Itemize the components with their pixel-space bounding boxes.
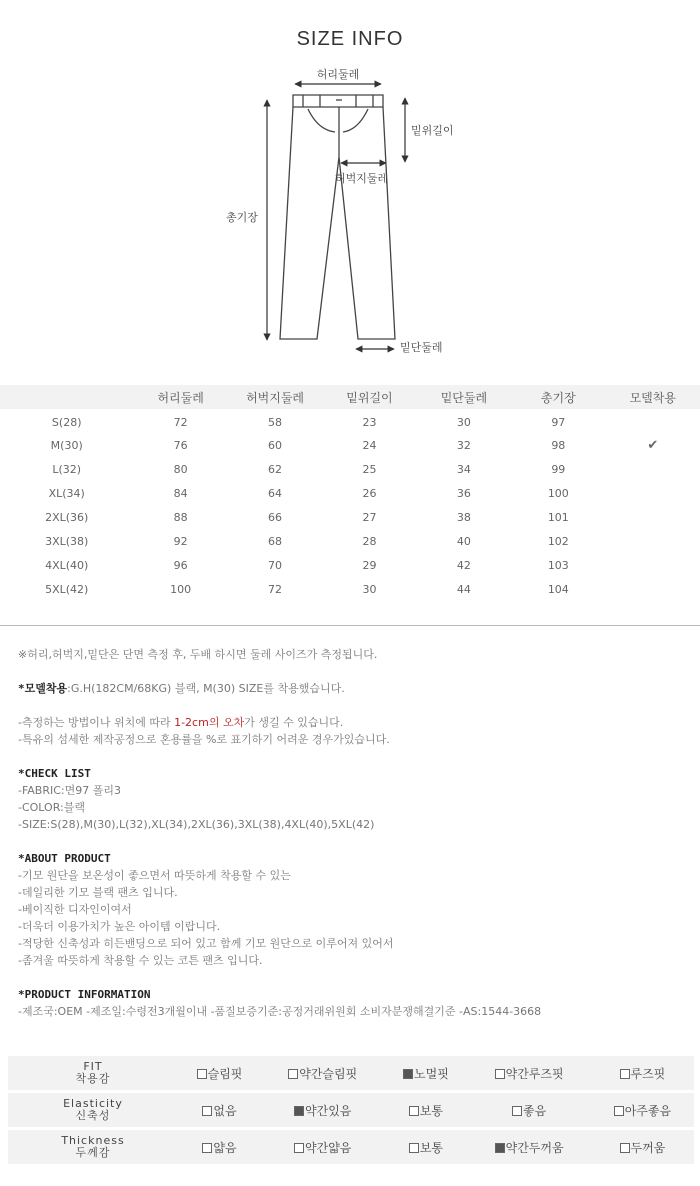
elasticity-row: [8, 1093, 694, 1127]
fit-option: [178, 1056, 261, 1090]
elasticity-label-ko: 신축성: [75, 1109, 111, 1122]
thickness-option: [384, 1130, 467, 1164]
thigh-cell: 70: [268, 558, 283, 572]
fit-option: [467, 1056, 590, 1090]
length-cell: 104: [547, 582, 569, 596]
hem-cell: 36: [456, 486, 471, 500]
rise-cell: 29: [362, 558, 377, 572]
rise-cell: 23: [362, 416, 377, 429]
elasticity-option: [178, 1093, 261, 1127]
fit-option: [384, 1056, 467, 1090]
fit-label-ko: 착용감: [75, 1072, 111, 1085]
checkbox-icon: [202, 1143, 212, 1153]
fit-table: [8, 1053, 694, 1167]
header-rise: 밑위길이: [346, 390, 393, 405]
elasticity-option-label: 좋음: [523, 1103, 547, 1118]
model-cell: [606, 529, 700, 553]
hem-cell: 40: [456, 534, 471, 548]
table-row: [0, 577, 700, 601]
table-row: [0, 409, 700, 433]
model-cell: [606, 553, 700, 577]
fit-row-header: [8, 1056, 178, 1090]
thickness-option-label: 두꺼움: [630, 1140, 666, 1155]
error-note-highlight: 1-2cm의 오차: [174, 716, 245, 729]
fit-label-en: FIT: [83, 1060, 103, 1073]
page-title: SIZE INFO: [296, 28, 404, 50]
hem-cell: 30: [456, 416, 471, 429]
table-row: [0, 505, 700, 529]
length-cell: 98: [551, 438, 566, 452]
length-cell: 97: [551, 416, 566, 429]
fabric-note: -특유의 섬세한 제작공정으로 혼용률을 %로 표기하기 어려운 경우가있습니다.: [18, 733, 390, 746]
thickness-option: [467, 1130, 590, 1164]
checkbox-icon: [202, 1106, 212, 1116]
length-cell: 99: [551, 462, 566, 476]
thigh-cell: 68: [268, 534, 283, 548]
checkbox-icon: [409, 1106, 419, 1116]
check-list-title: *CHECK LIST: [18, 767, 91, 780]
checkbox-icon: [512, 1106, 522, 1116]
error-note-post: 가 생길 수 있습니다.: [244, 716, 344, 729]
thickness-row-header: [8, 1130, 178, 1164]
elasticity-option: [467, 1093, 590, 1127]
model-cell: [606, 577, 700, 601]
thickness-option-label: 약간얇음: [305, 1140, 352, 1155]
thickness-option-label: 보통: [419, 1140, 443, 1155]
thickness-option-label: 얇음: [213, 1140, 237, 1155]
rise-cell: 30: [362, 582, 377, 596]
model-cell: [606, 409, 700, 433]
length-cell: 103: [547, 558, 569, 572]
checkbox-icon: [620, 1069, 630, 1079]
about-item: -더욱더 이용가치가 높은 아이템 이랍니다.: [18, 920, 221, 933]
about-item: -좀겨울 따뜻하게 착용할 수 있는 코튼 팬츠 입니다.: [18, 954, 263, 967]
thigh-cell: 62: [268, 462, 283, 476]
hem-label: 밑단둘레: [400, 341, 443, 354]
rise-cell: 25: [362, 462, 377, 476]
measure-note: ※허리,허벅지,밑단은 단면 측정 후, 두배 하시면 둘레 사이즈가 측정됩니다.: [18, 648, 378, 661]
rise-cell: 24: [362, 438, 377, 452]
model-cell: [606, 481, 700, 505]
header-model: 모델착용: [629, 390, 676, 405]
rise-cell: 27: [362, 510, 377, 524]
header-thigh: 허벅지둘레: [246, 390, 305, 405]
thickness-option: [178, 1130, 261, 1164]
table-row: [0, 529, 700, 553]
about-item: -적당한 신축성과 히든밴딩으로 되어 있고 함께 기모 원단으로 이루어져 있어서: [18, 937, 394, 950]
thigh-cell: 72: [268, 582, 283, 596]
size-cell: 2XL(36): [45, 510, 89, 524]
fit-option: [591, 1056, 694, 1090]
product-notes: [18, 646, 688, 1020]
checkbox-icon: [294, 1143, 304, 1153]
table-row: [0, 433, 700, 457]
about-product-title: *ABOUT PRODUCT: [18, 852, 111, 865]
thickness-label-ko: 두께감: [75, 1146, 111, 1159]
size-table-header: [0, 385, 700, 409]
error-note-pre: -측정하는 방법이나 위치에 따라: [18, 716, 175, 729]
fit-option-label: 슬림핏: [207, 1066, 243, 1081]
size-cell: S(28): [51, 416, 82, 429]
model-text: :G.H(182CM/68KG) 블랙, M(30) SIZE를 착용했습니다.: [67, 682, 345, 695]
table-divider: [0, 601, 700, 625]
product-information-title: *PRODUCT INFORMATION: [18, 988, 151, 1001]
thickness-label-en: Thickness: [61, 1134, 125, 1147]
checkbox-icon: [197, 1069, 207, 1079]
model-cell: [606, 505, 700, 529]
checkbox-icon: [495, 1069, 505, 1079]
checkbox-checked-icon: [403, 1069, 413, 1079]
thickness-option: [591, 1130, 694, 1164]
hem-cell: 42: [456, 558, 471, 572]
model-label: *모델착용: [18, 682, 68, 695]
header-length: 총기장: [540, 390, 576, 405]
check-item-size: -SIZE:S(28),M(30),L(32),XL(34),2XL(36),3XL(38),4XL(40),5XL(42): [18, 818, 375, 831]
fit-option-label: 루즈핏: [630, 1066, 666, 1081]
fit-option-label: 약간루즈핏: [505, 1066, 564, 1081]
elasticity-label-en: Elasticity: [63, 1097, 123, 1110]
pants-illustration: [280, 95, 395, 339]
fit-option: [261, 1056, 384, 1090]
checkbox-icon: [409, 1143, 419, 1153]
hem-cell: 44: [456, 582, 471, 596]
checkbox-icon: [620, 1143, 630, 1153]
thigh-cell: 58: [268, 416, 283, 429]
waist-cell: 80: [173, 462, 188, 476]
fit-option-label: 노멀핏: [414, 1066, 449, 1081]
elasticity-option: [591, 1093, 694, 1127]
waist-cell: 88: [173, 510, 188, 524]
rise-label: 밑위길이: [411, 124, 454, 137]
thigh-cell: 64: [268, 486, 283, 500]
model-info: [18, 680, 688, 697]
size-cell: 5XL(42): [45, 582, 89, 596]
hem-cell: 38: [456, 510, 471, 524]
product-information-text: -제조국:OEM -제조일:수령전3개월이내 -품질보증기준:공정거래위원회 소비자분쟁해결기준 -AS:1544-3668: [18, 1005, 542, 1018]
about-item: -베이직한 디자인이여서: [18, 903, 132, 916]
thickness-option-label: 약간두꺼움: [505, 1140, 564, 1155]
hem-cell: 34: [456, 462, 471, 476]
elasticity-option-label: 약간있음: [305, 1103, 352, 1118]
length-cell: 101: [547, 510, 569, 524]
fit-option-label: 약간슬림핏: [299, 1066, 358, 1081]
size-table: [0, 385, 700, 626]
checkbox-icon: [288, 1069, 298, 1079]
about-item: -데일리한 기모 블랙 팬츠 입니다.: [18, 886, 178, 899]
size-cell: 4XL(40): [45, 558, 89, 572]
table-row: [0, 481, 700, 505]
thigh-label: 허벅지둘레: [335, 172, 389, 185]
waist-cell: 72: [173, 416, 188, 429]
table-row: [0, 553, 700, 577]
size-cell: 3XL(38): [45, 534, 89, 548]
thigh-cell: 66: [268, 510, 283, 524]
elasticity-option: [261, 1093, 384, 1127]
fit-row: [8, 1056, 694, 1090]
length-cell: 102: [547, 534, 569, 548]
size-cell: M(30): [50, 438, 83, 452]
header-size: [0, 385, 133, 409]
checkbox-icon: [614, 1106, 624, 1116]
error-note: [18, 714, 688, 731]
check-item-color: -COLOR:블랙: [18, 801, 85, 814]
header-hem: 밑단둘레: [440, 390, 488, 405]
rise-cell: 26: [362, 486, 377, 500]
length-cell: 100: [547, 486, 569, 500]
elasticity-option-label: 아주좋음: [624, 1103, 672, 1118]
rise-cell: 28: [362, 534, 377, 548]
hem-cell: 32: [456, 438, 471, 452]
elasticity-option-label: 없음: [213, 1103, 237, 1118]
thickness-option: [261, 1130, 384, 1164]
elasticity-option: [384, 1093, 467, 1127]
about-item: -기모 원단을 보온성이 좋으면서 따뜻하게 착용할 수 있는: [18, 869, 291, 882]
pants-diagram: [0, 62, 700, 362]
size-cell: XL(34): [48, 486, 85, 500]
elasticity-row-header: [8, 1093, 178, 1127]
model-cell: [606, 457, 700, 481]
waist-cell: 76: [173, 438, 188, 452]
waist-cell: 84: [173, 486, 188, 500]
waist-cell: 92: [173, 534, 188, 548]
thickness-row: [8, 1130, 694, 1164]
waist-cell: 100: [170, 582, 192, 596]
thigh-cell: 60: [268, 438, 283, 452]
checkbox-checked-icon: [294, 1106, 304, 1116]
waist-label: 허리둘레: [316, 68, 360, 81]
header-waist: 허리둘레: [157, 390, 204, 405]
model-check-icon: ✔: [647, 437, 659, 453]
check-item-fabric: -FABRIC:면97 폴리3: [18, 784, 122, 797]
table-row: [0, 457, 700, 481]
waist-cell: 96: [173, 558, 188, 572]
size-cell: L(32): [52, 462, 82, 476]
checkbox-checked-icon: [495, 1143, 505, 1153]
elasticity-option-label: 보통: [419, 1103, 443, 1118]
length-label: 총기장: [226, 211, 258, 224]
